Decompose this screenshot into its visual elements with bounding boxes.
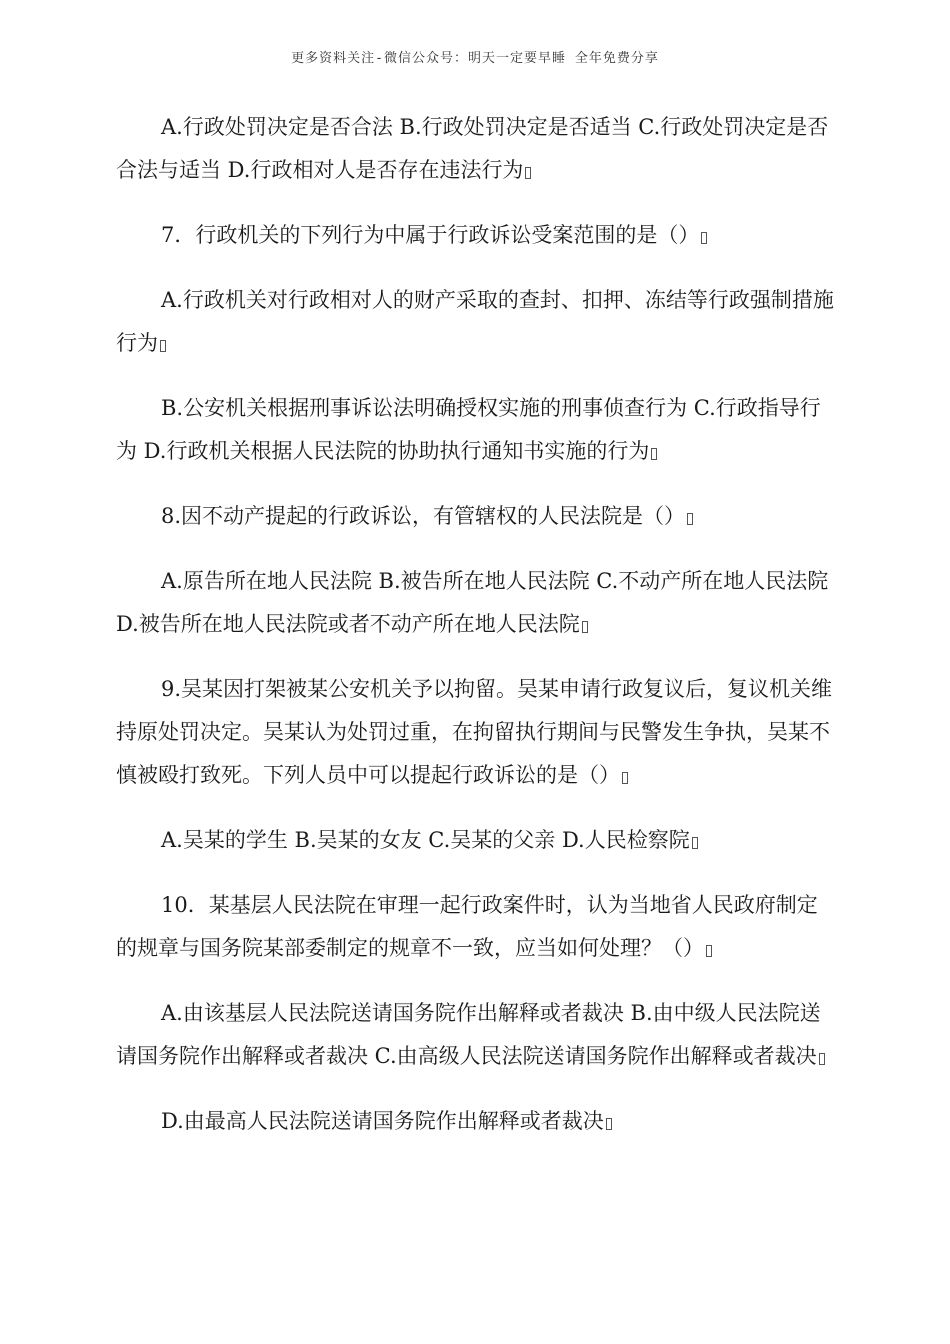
question-7-options-bcd [116, 387, 836, 473]
paragraph-text: 8.因不动产提起的行政诉讼，有管辖权的人民法院是（） [161, 504, 686, 528]
paragraph-text: 7．行政机关的下列行为中属于行政诉讼受案范围的是（） [161, 223, 700, 247]
question-9-options [116, 819, 836, 862]
missing-glyph-icon [692, 837, 698, 849]
missing-glyph-icon [701, 232, 707, 244]
question-8-options [116, 560, 836, 646]
paragraph-6-options [116, 106, 836, 192]
question-9 [116, 668, 836, 797]
missing-glyph-icon [819, 1053, 825, 1065]
missing-glyph-icon [525, 167, 531, 179]
question-10-option-d [116, 1100, 836, 1143]
question-10 [116, 884, 836, 970]
paragraph-text: A.由该基层人民法院送请国务院作出解释或者裁决 B.由中级人民法院送请国务院作出解释或者裁决 C.由高级人民法院送请国务院作出解释或者裁决 [116, 1001, 821, 1068]
missing-glyph-icon [622, 772, 628, 784]
paragraph-text: A.吴某的学生 B.吴某的女友 C.吴某的父亲 D.人民检察院 [161, 828, 690, 852]
question-10-options-abc [116, 992, 836, 1078]
paragraph-text: 9.吴某因打架被某公安机关予以拘留。吴某申请行政复议后，复议机关维持原处罚决定。吴某认为处罚过重，在拘留执行期间与民警发生争执，吴某不慎被殴打致死。下列人员中可以提起行政诉讼的是（） [116, 677, 833, 787]
missing-glyph-icon [687, 513, 693, 525]
missing-glyph-icon [606, 1118, 612, 1130]
paragraph-text: D.由最高人民法院送请国务院作出解释或者裁决 [161, 1109, 604, 1133]
question-7 [116, 214, 836, 257]
question-8 [116, 495, 836, 538]
missing-glyph-icon [160, 340, 166, 352]
paragraph-text: B.公安机关根据刑事诉讼法明确授权实施的刑事侦查行为 C.行政指导行为 D.行政机关根据人民法院的协助执行通知书实施的行为 [116, 396, 821, 463]
paragraph-text: 10．某基层人民法院在审理一起行政案件时，认为当地省人民政府制定的规章与国务院某部委制定的规章不一致，应当如何处理？（） [116, 893, 818, 960]
paragraph-text: A.行政机关对行政相对人的财产采取的查封、扣押、冻结等行政强制措施行为 [116, 288, 834, 355]
paragraph-text: A.原告所在地人民法院 B.被告所在地人民法院 C.不动产所在地人民法院 D.被告所在地人民法院或者不动产所在地人民法院 [116, 569, 835, 636]
missing-glyph-icon [651, 448, 657, 460]
missing-glyph-icon [582, 621, 588, 633]
paragraph-text: A.行政处罚决定是否合法 B.行政处罚决定是否适当 C.行政处罚决定是否合法与适当 D.行政相对人是否存在违法行为 [116, 115, 829, 182]
page-header: 更多资料关注-微信公众号：明天一定要早睡 全年免费分享 [291, 51, 659, 66]
missing-glyph-icon [706, 945, 712, 957]
question-7-option-a [116, 279, 836, 365]
document-body [116, 106, 836, 1165]
